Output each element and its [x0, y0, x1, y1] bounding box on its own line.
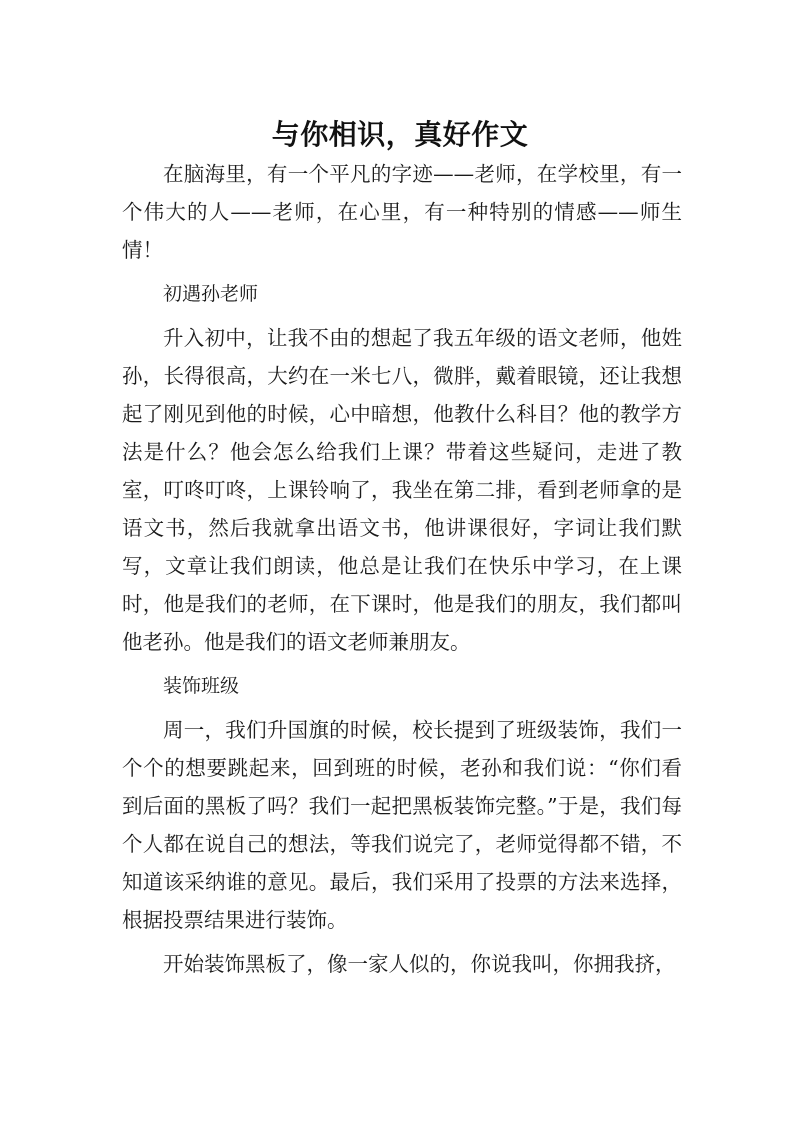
document-body [122, 155, 682, 989]
paragraph-intro: 在脑海里，有一个平凡的字迹——老师，在学校里，有一个伟大的人——老师，在心里，有一种特别的情感——师生情！ [122, 162, 682, 262]
paragraph-first-meeting: 升入初中，让我不由的想起了我五年级的语文老师，他姓孙，长得很高，大约在一米七八，微胖，戴着眼镜，还让我想起了刚见到他的时候，心中暗想，他教什么科目？他的教学方法是什么？他会怎么给我们上课？带着这些疑问，走进了教室，叮咚叮咚，上课铃响了，我坐在第二排，看到老师拿的是语文书，然后我就拿出语文书，他讲课很好，字词让我们默写，文章让我们朗读，他总是让我们在快乐中学习，在上课时，他是我们的老师，在下课时，他是我们的朋友，我们都叫他老孙。他是我们的语文老师兼朋友。 [122, 326, 682, 654]
section-heading-decorating-class: 装饰班级 [163, 675, 240, 697]
paragraph-decorating-class: 周一，我们升国旗的时候，校长提到了班级装饰，我们一个个的想要跳起来，回到班的时候，老孙和我们说：“你们看到后面的黑板了吗？我们一起把黑板装饰完整。”于是，我们每个人都在说自己的想法，等我们说完了，老师觉得都不错，不知道该采纳谁的意见。最后，我们采用了投票的方法来选择，根据投票结果进行装饰。 [122, 718, 682, 932]
paragraph-decorating-blackboard: 开始装饰黑板了，像一家人似的，你说我叫，你拥我挤， [163, 952, 676, 976]
section-heading-first-meeting: 初遇孙老师 [163, 283, 259, 305]
document-title: 与你相识，真好作文 [271, 117, 529, 151]
